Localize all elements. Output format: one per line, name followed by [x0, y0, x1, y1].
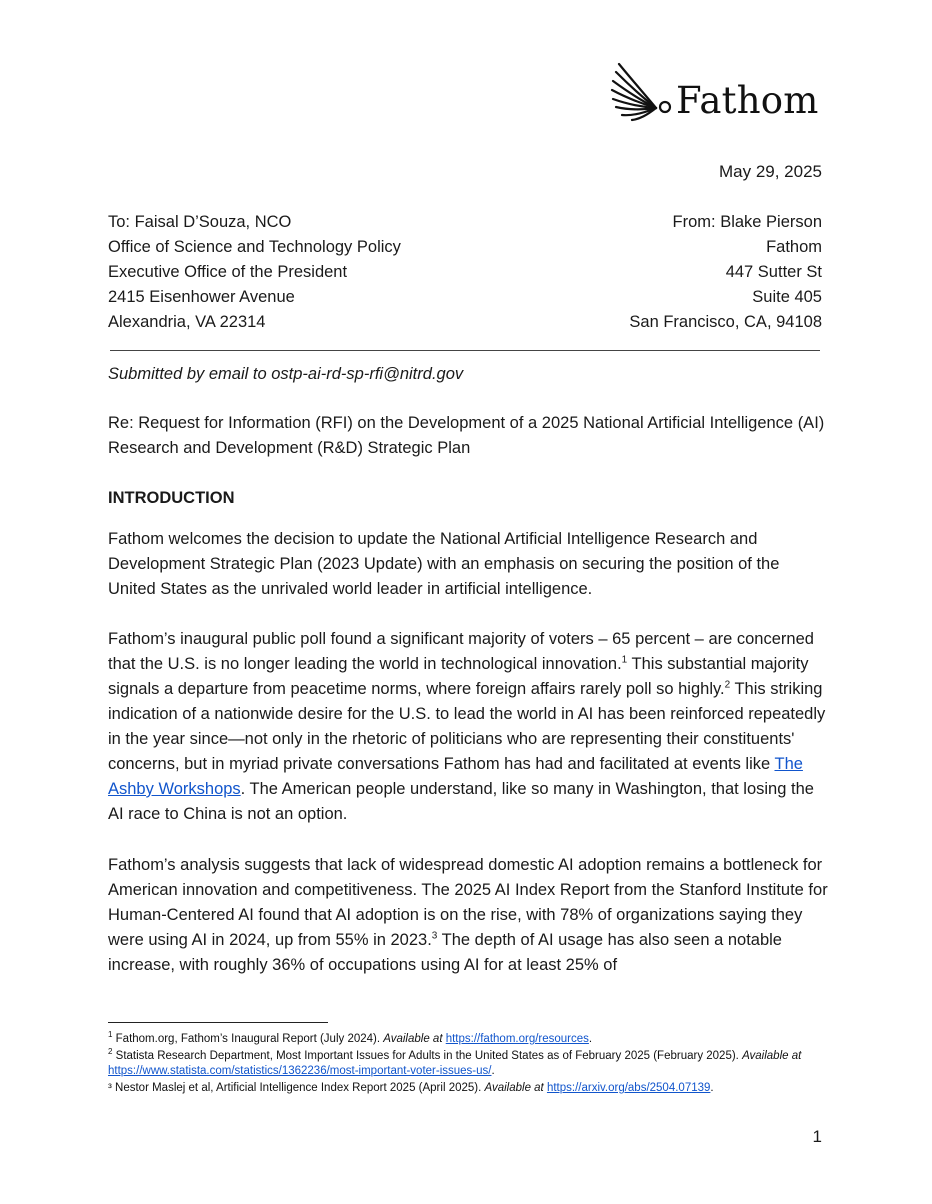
sender-line: Fathom — [766, 238, 822, 256]
recipient-line: 2415 Eisenhower Avenue — [108, 288, 295, 306]
section-heading: INTRODUCTION — [108, 489, 235, 507]
footnote-ref-3[interactable]: 3 — [431, 930, 438, 942]
footnote-text: Nestor Maslej et al, Artificial Intelligence Index Report 2025 (April 2025). — [111, 1082, 485, 1094]
header-divider — [110, 350, 820, 351]
paragraph-3 — [108, 853, 828, 978]
footnote-link[interactable]: https://www.statista.com/statistics/1362236/most-important-voter-issues-us/ — [108, 1065, 492, 1077]
footnote-3 — [108, 1081, 828, 1096]
logo-wordmark: Fathom — [676, 79, 819, 122]
submission-note: Submitted by email to ostp-ai-rd-sp-rfi@nitrd.gov — [108, 365, 464, 383]
footnote-ref-2[interactable]: 2 — [724, 679, 731, 691]
footnote-marker: 2 — [108, 1047, 113, 1057]
letter-date: May 29, 2025 — [718, 162, 822, 181]
recipient-line: To: Faisal D’Souza, NCO — [108, 213, 292, 231]
page-number: 1 — [812, 1127, 822, 1146]
paragraph-2 — [108, 627, 828, 827]
sender-line: 447 Sutter St — [725, 263, 822, 281]
sender-line: San Francisco, CA, 94108 — [629, 313, 822, 331]
footnote-link[interactable]: https://fathom.org/resources — [445, 1033, 589, 1045]
footnote-tail: . — [710, 1082, 714, 1094]
sender-address-block — [629, 210, 822, 335]
fathom-logo — [610, 58, 819, 128]
sender-line: From: Blake Pierson — [672, 213, 822, 231]
recipient-line: Alexandria, VA 22314 — [108, 313, 266, 331]
subject-line: Re: Request for Information (RFI) on the Development of a 2025 National Artificial Intelligence (AI) Research and Development (R&D) Strategic Plan — [108, 414, 825, 457]
footnote-text: Statista Research Department, Most Important Issues for Adults in the United States as of February 2025 (February 2025). — [112, 1050, 743, 1062]
paragraph-text: The depth of AI usage has also seen a notable increase, with roughly 36% of occupations using AI for at least 25% of — [108, 931, 782, 974]
footnote-divider — [108, 1022, 328, 1023]
paragraph-text: . The American people understand, like so many in Washington, that losing the AI race to China is not an option. — [108, 780, 814, 823]
footnote-marker: ³ — [108, 1082, 112, 1094]
paragraph-text: Fathom’s analysis suggests that lack of widespread domestic AI adoption remains a bottleneck for American innovation and competitiveness. The 2025 AI Index Report from the Stanford Institute for Human-Centered AI found that AI adoption is on the rise, with 78% of organizations saying they were using AI in 2024, up from 55% in 2023. — [108, 856, 828, 949]
footnotes — [108, 1032, 828, 1096]
footnote-text: Fathom.org, Fathom’s Inaugural Report (July 2024). — [112, 1033, 384, 1045]
recipient-line: Executive Office of the President — [108, 263, 348, 281]
footnote-ref-1[interactable]: 1 — [621, 654, 628, 666]
footnote-marker: 1 — [108, 1030, 113, 1040]
recipient-line: Office of Science and Technology Policy — [108, 238, 401, 256]
paragraph-text: This substantial majority signals a departure from peacetime norms, where foreign affairs rarely poll so highly. — [108, 655, 809, 698]
footnote-2 — [108, 1049, 828, 1079]
paragraph-1: Fathom welcomes the decision to update the National Artificial Intelligence Research and Development Strategic Plan (2023 Update) with an emphasis on securing the position of the United States as the unrivaled world leader in artificial intelligence. — [108, 530, 780, 598]
footnote-1 — [108, 1032, 828, 1047]
footnote-tail: . — [588, 1033, 593, 1045]
footnote-tail: . — [491, 1065, 495, 1077]
fathom-logo-mark-icon — [610, 58, 674, 128]
footnote-available: Available at — [742, 1050, 802, 1062]
footnote-link[interactable]: https://arxiv.org/abs/2504.07139 — [546, 1082, 711, 1094]
sender-line: Suite 405 — [752, 288, 822, 306]
ashby-workshops-link[interactable]: The Ashby Workshops — [108, 755, 803, 798]
paragraph-text: This striking indication of a nationwide desire for the U.S. to lead the world in AI has been reinforced repeatedly in the year since—not only in the rhetoric of politicians who are representing their constituents' concerns, but in myriad private conversations Fathom has had and facilitated at events like — [108, 680, 826, 773]
paragraph-text: Fathom’s inaugural public poll found a significant majority of voters – 65 percent – are concerned that the U.S. is no longer leading the world in technological innovation. — [108, 630, 814, 673]
recipient-address-block — [108, 210, 401, 335]
footnote-available: Available at — [383, 1033, 446, 1045]
footnote-available: Available at — [484, 1082, 547, 1094]
